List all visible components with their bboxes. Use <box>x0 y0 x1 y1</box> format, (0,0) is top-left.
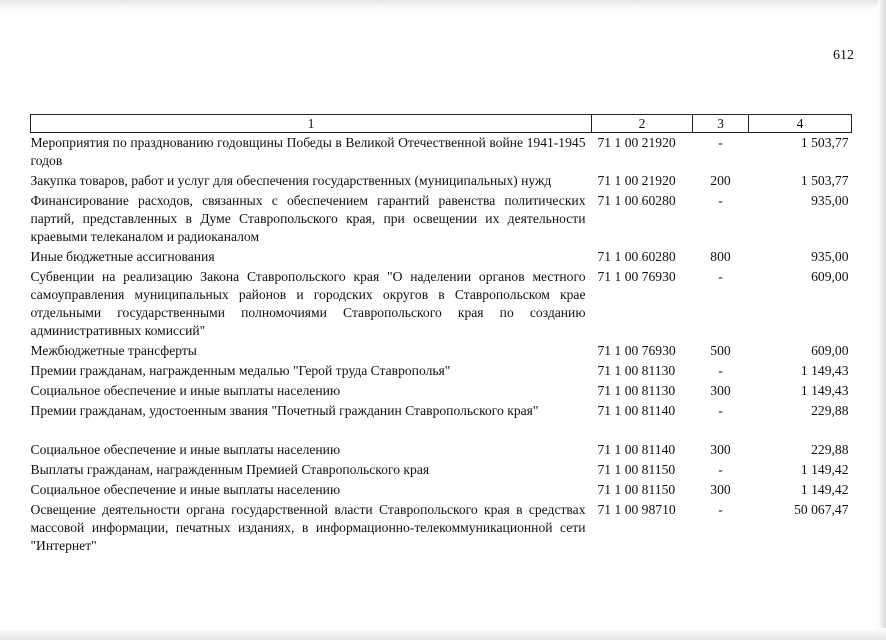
row-code: 71 1 00 60280 <box>597 249 676 264</box>
table-row <box>31 460 852 480</box>
row-vr: 800 <box>710 249 731 264</box>
row-name: Социальное обеспечение и иные выплаты населению <box>30 442 341 457</box>
table-row <box>31 133 852 172</box>
header-col-4: 4 <box>749 115 852 133</box>
row-code: 71 1 00 81150 <box>597 482 676 497</box>
row-name: Субвенции на реализацию Закона Ставропольского края "О наделении органов местного самоуправления муниципальных районов и городских округов в Ставропольском крае отдельными государственными полномочиями Ставропольского края по созданию административных комиссий" <box>30 269 586 338</box>
row-name: Межбюджетные трансферты <box>30 343 197 358</box>
row-vr: - <box>718 269 723 284</box>
row-sum: 1 149,43 <box>800 363 849 378</box>
row-sum: 1 503,77 <box>800 173 849 188</box>
page-number: 612 <box>833 48 854 63</box>
table-row <box>31 401 852 440</box>
table-row <box>31 341 852 361</box>
table-row <box>31 440 852 460</box>
table-row <box>31 480 852 500</box>
table-row <box>31 361 852 381</box>
row-vr: 300 <box>710 442 731 457</box>
row-sum: 935,00 <box>811 193 849 208</box>
row-code: 71 1 00 81140 <box>597 403 676 418</box>
table-row <box>31 247 852 267</box>
row-vr: 300 <box>710 482 731 497</box>
table-row <box>31 171 852 191</box>
row-vr: 300 <box>710 383 731 398</box>
row-name: Финансирование расходов, связанных с обеспечением гарантий равенства политических партий, представленных в Думе Ставропольского края, при освещении их деятельности краевыми телеканалом и радиоканалом <box>30 193 586 244</box>
row-vr: - <box>718 363 723 378</box>
row-code: 71 1 00 21920 <box>597 173 676 188</box>
table-row <box>31 381 852 401</box>
row-sum: 1 149,43 <box>800 383 849 398</box>
row-name: Освещение деятельности органа государственной власти Ставропольского края в средствах массовой информации, печатных изданиях, в информационно-телекоммуникационной сети "Интернет" <box>30 502 586 553</box>
row-sum: 609,00 <box>811 269 849 284</box>
table-body <box>31 133 852 557</box>
table-row <box>31 500 852 556</box>
row-name: Мероприятия по празднованию годовщины Победы в Великой Отечественной войне 1941-1945 годов <box>30 135 586 168</box>
header-col-1: 1 <box>31 115 592 133</box>
row-name: Социальное обеспечение и иные выплаты населению <box>30 383 341 398</box>
row-sum: 229,88 <box>811 403 849 418</box>
row-sum: 1 503,77 <box>800 135 849 150</box>
budget-table <box>30 114 852 556</box>
row-code: 71 1 00 81150 <box>597 462 676 477</box>
header-col-3: 3 <box>693 115 749 133</box>
scan-right-shadow <box>878 0 886 640</box>
table-row <box>31 267 852 341</box>
table-row <box>31 191 852 247</box>
row-sum: 229,88 <box>811 442 849 457</box>
row-vr: 200 <box>710 173 731 188</box>
row-code: 71 1 00 76930 <box>597 269 676 284</box>
row-vr: - <box>718 502 723 517</box>
row-vr: - <box>718 135 723 150</box>
row-code: 71 1 00 81130 <box>597 363 676 378</box>
row-sum: 609,00 <box>811 343 849 358</box>
row-name: Выплаты гражданам, награжденным Премией Ставропольского края <box>30 462 430 477</box>
row-code: 71 1 00 81140 <box>597 442 676 457</box>
row-code: 71 1 00 60280 <box>597 193 676 208</box>
row-name: Иные бюджетные ассигнования <box>30 249 215 264</box>
row-vr: - <box>718 193 723 208</box>
scan-bottom-shadow <box>0 628 886 640</box>
row-name: Премии гражданам, удостоенным звания "Почетный гражданин Ставропольского края" <box>30 403 539 418</box>
row-sum: 1 149,42 <box>800 482 849 497</box>
row-code: 71 1 00 81130 <box>597 383 676 398</box>
row-sum: 935,00 <box>811 249 849 264</box>
row-name: Социальное обеспечение и иные выплаты населению <box>30 482 341 497</box>
scan-top-shadow <box>0 0 886 10</box>
table-header <box>31 115 852 133</box>
row-code: 71 1 00 76930 <box>597 343 676 358</box>
header-row <box>31 115 852 133</box>
row-code: 71 1 00 98710 <box>597 502 676 517</box>
row-sum: 1 149,42 <box>800 462 849 477</box>
row-vr: - <box>718 403 723 418</box>
row-code: 71 1 00 21920 <box>597 135 676 150</box>
row-vr: - <box>718 462 723 477</box>
row-sum: 50 067,47 <box>794 502 849 517</box>
row-vr: 500 <box>710 343 731 358</box>
header-col-2: 2 <box>592 115 693 133</box>
row-name: Закупка товаров, работ и услуг для обеспечения государственных (муниципальных) нужд <box>30 173 552 188</box>
row-name: Премии гражданам, награжденным медалью "Герой труда Ставрополья" <box>30 363 451 378</box>
